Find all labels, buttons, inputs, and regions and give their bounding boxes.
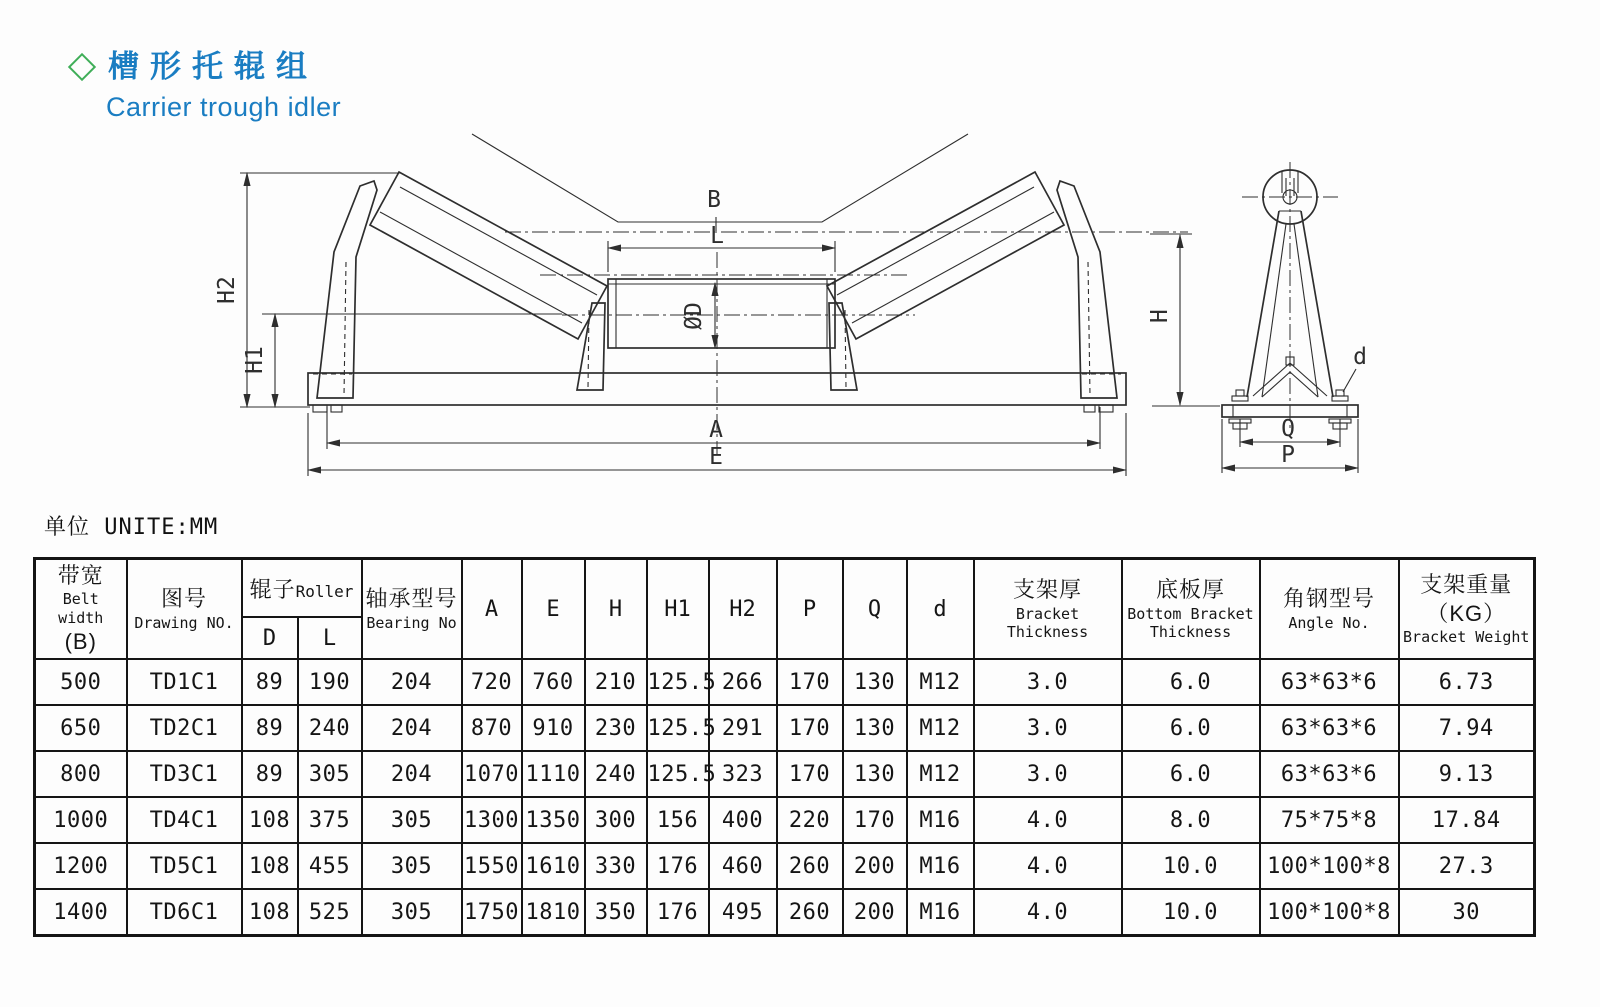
bottom-bracket-en2: Thickness xyxy=(1149,623,1232,642)
spec-cell: 190 xyxy=(298,659,362,705)
spec-cell: 63*63*6 xyxy=(1260,751,1399,797)
spec-cell: 170 xyxy=(777,659,843,705)
belt-width-sub: (B) xyxy=(64,628,97,654)
spec-cell: 10.0 xyxy=(1122,843,1260,889)
spec-cell: 300 xyxy=(585,797,647,843)
spec-cell: 1750 xyxy=(462,889,522,936)
angle-no-cn: 角钢型号 xyxy=(1282,586,1375,612)
spec-cell: 495 xyxy=(709,889,777,936)
spec-table-header xyxy=(35,559,1535,660)
v-brace-left xyxy=(1253,363,1290,396)
spec-cell: 720 xyxy=(462,659,522,705)
col-p: P xyxy=(777,559,843,660)
spec-cell: 204 xyxy=(362,659,462,705)
spec-cell: 323 xyxy=(709,751,777,797)
spec-cell: 760 xyxy=(522,659,585,705)
spec-cell: 4.0 xyxy=(974,843,1122,889)
spec-cell: 9.13 xyxy=(1399,751,1535,797)
spec-cell: M16 xyxy=(907,889,974,936)
spec-cell: 291 xyxy=(709,705,777,751)
spec-table xyxy=(33,557,1536,937)
spec-cell: 156 xyxy=(647,797,709,843)
spec-cell: 650 xyxy=(35,705,127,751)
dim-label-a: A xyxy=(709,417,723,443)
spec-cell: 6.73 xyxy=(1399,659,1535,705)
dim-label-b: B xyxy=(707,187,721,213)
left-roller-edge-line2 xyxy=(380,212,582,323)
spec-cell: 330 xyxy=(585,843,647,889)
spec-cell: M12 xyxy=(907,659,974,705)
col-bottom-bracket xyxy=(1122,559,1260,660)
spec-cell: 3.0 xyxy=(974,659,1122,705)
bottom-bracket-en1: Bottom Bracket xyxy=(1127,604,1254,623)
spec-cell: 10.0 xyxy=(1122,889,1260,936)
spec-cell: 89 xyxy=(242,705,298,751)
col-roller-d: D xyxy=(242,617,298,659)
spec-cell: 108 xyxy=(242,889,298,936)
dim-label-l: L xyxy=(710,223,724,249)
spec-cell: 100*100*8 xyxy=(1260,843,1399,889)
spec-cell: 1070 xyxy=(462,751,522,797)
dim-label-h: H xyxy=(1147,309,1173,323)
center-roller xyxy=(608,279,835,348)
spec-cell: 230 xyxy=(585,705,647,751)
stand-leg-inner-left xyxy=(1262,224,1286,397)
base-tab xyxy=(313,405,327,412)
drawing-no-en: Drawing NO. xyxy=(134,613,234,632)
spec-cell: 6.0 xyxy=(1122,751,1260,797)
right-roller-edge-line xyxy=(837,187,1034,295)
spec-cell: TD3C1 xyxy=(127,751,242,797)
spec-cell: 1550 xyxy=(462,843,522,889)
bolt-nut xyxy=(1232,396,1248,401)
front-view xyxy=(214,134,1188,476)
spec-cell: 870 xyxy=(462,705,522,751)
bottom-bracket-cn: 底板厚 xyxy=(1155,576,1225,602)
left-bracket xyxy=(317,181,377,398)
bolt-head xyxy=(1236,390,1244,396)
left-roller-edge-line xyxy=(400,187,597,295)
spec-cell: 17.84 xyxy=(1399,797,1535,843)
spec-cell: 4.0 xyxy=(974,797,1122,843)
bracket-thickness-en: Bracket Thickness xyxy=(1006,604,1089,642)
spec-cell: TD1C1 xyxy=(127,659,242,705)
left-bracket-hidden-line xyxy=(344,262,346,396)
spec-row xyxy=(35,843,1535,889)
spec-cell: 125.5 xyxy=(647,751,709,797)
spec-cell: 1200 xyxy=(35,843,127,889)
spec-cell: 170 xyxy=(777,751,843,797)
spec-cell: 89 xyxy=(242,659,298,705)
base-tab xyxy=(1084,405,1095,412)
spec-row xyxy=(35,751,1535,797)
title-block xyxy=(70,50,341,123)
belt-width-cn: 带宽 xyxy=(57,562,104,588)
roller-cn: 辊子 xyxy=(249,576,296,602)
right-roller-edge-line2 xyxy=(852,212,1054,323)
d-leader-line xyxy=(1343,369,1356,392)
spec-cell: TD2C1 xyxy=(127,705,242,751)
spec-cell: M16 xyxy=(907,797,974,843)
spec-cell: TD5C1 xyxy=(127,843,242,889)
spec-cell: 260 xyxy=(777,889,843,936)
spec-cell: 1810 xyxy=(522,889,585,936)
right-bracket-hidden-line xyxy=(1088,262,1090,396)
right-bracket xyxy=(1057,181,1117,398)
title-row xyxy=(70,50,341,84)
col-drawing-no xyxy=(127,559,242,660)
spec-cell: 170 xyxy=(777,705,843,751)
spec-cell: 4.0 xyxy=(974,889,1122,936)
col-belt-width xyxy=(35,559,127,660)
spec-cell: 1350 xyxy=(522,797,585,843)
spec-cell: 204 xyxy=(362,705,462,751)
spec-cell: 266 xyxy=(709,659,777,705)
spec-cell: 460 xyxy=(709,843,777,889)
bolt-head xyxy=(1336,390,1344,396)
spec-cell: 130 xyxy=(843,659,907,705)
page-title-cn: 槽形托辊组 xyxy=(108,49,318,84)
spec-cell: 75*75*8 xyxy=(1260,797,1399,843)
spec-cell: 130 xyxy=(843,751,907,797)
spec-cell: 800 xyxy=(35,751,127,797)
spec-cell: 63*63*6 xyxy=(1260,705,1399,751)
spec-cell: M12 xyxy=(907,751,974,797)
roller-en: Roller xyxy=(295,581,354,601)
spec-cell: 6.0 xyxy=(1122,705,1260,751)
spec-cell: 30 xyxy=(1399,889,1535,936)
spec-cell: 130 xyxy=(843,705,907,751)
spec-cell: 500 xyxy=(35,659,127,705)
base-tab xyxy=(1099,405,1113,412)
spec-cell: 100*100*8 xyxy=(1260,889,1399,936)
dim-label-h2: H2 xyxy=(214,276,240,304)
spec-cell: M16 xyxy=(907,843,974,889)
dim-label-h1: H1 xyxy=(242,346,268,374)
col-bracket-thickness xyxy=(974,559,1122,660)
dim-label-q: Q xyxy=(1281,416,1295,442)
bearing-en: Bearing No xyxy=(366,613,457,632)
stand-leg-outer-left xyxy=(1247,211,1279,397)
page-title-en: Carrier trough idler xyxy=(106,92,342,123)
spec-cell: 305 xyxy=(362,843,462,889)
spec-cell: 1110 xyxy=(522,751,585,797)
drawing-no-cn: 图号 xyxy=(160,586,207,612)
spec-cell: 200 xyxy=(843,843,907,889)
dim-label-e: E xyxy=(709,444,723,470)
bracket-weight-cn: 支架重量（KG） xyxy=(1420,572,1513,626)
spec-cell: 125.5 xyxy=(647,659,709,705)
spec-cell: 305 xyxy=(298,751,362,797)
spec-row xyxy=(35,797,1535,843)
col-roller xyxy=(242,559,362,618)
col-d: d xyxy=(907,559,974,660)
stand-leg-outer-right xyxy=(1301,211,1333,397)
spec-row xyxy=(35,705,1535,751)
diamond-icon xyxy=(68,53,96,81)
spec-cell: 910 xyxy=(522,705,585,751)
spec-cell: 1610 xyxy=(522,843,585,889)
col-bearing xyxy=(362,559,462,660)
spec-cell: 7.94 xyxy=(1399,705,1535,751)
spec-cell: 1000 xyxy=(35,797,127,843)
spec-cell: TD6C1 xyxy=(127,889,242,936)
col-h: H xyxy=(585,559,647,660)
spec-cell: 108 xyxy=(242,797,298,843)
col-roller-l: L xyxy=(298,617,362,659)
spec-table-body xyxy=(35,659,1535,936)
spec-cell: 305 xyxy=(362,797,462,843)
bracket-thickness-cn: 支架厚 xyxy=(1012,576,1082,602)
spec-cell: 1300 xyxy=(462,797,522,843)
spec-cell: 8.0 xyxy=(1122,797,1260,843)
dim-label-od: ØD xyxy=(681,302,707,330)
spec-cell: 63*63*6 xyxy=(1260,659,1399,705)
spec-cell: 3.0 xyxy=(974,705,1122,751)
spec-cell: 350 xyxy=(585,889,647,936)
spec-cell: 200 xyxy=(843,889,907,936)
col-angle-no xyxy=(1260,559,1399,660)
stand-leg-inner-right xyxy=(1294,224,1318,397)
spec-cell: 108 xyxy=(242,843,298,889)
spec-cell: 305 xyxy=(362,889,462,936)
dim-label-d: d xyxy=(1353,344,1367,370)
spec-cell: 240 xyxy=(298,705,362,751)
spec-cell: 125.5 xyxy=(647,705,709,751)
col-bracket-weight xyxy=(1399,559,1535,660)
col-q: Q xyxy=(843,559,907,660)
spec-cell: 455 xyxy=(298,843,362,889)
angle-no-en: Angle No. xyxy=(1288,613,1370,632)
spec-cell: 400 xyxy=(709,797,777,843)
spec-row xyxy=(35,659,1535,705)
unit-note: 单位 UNITE:MM xyxy=(44,515,219,540)
col-h2: H2 xyxy=(709,559,777,660)
col-a: A xyxy=(462,559,522,660)
col-e: E xyxy=(522,559,585,660)
belt-width-en: Belt width xyxy=(58,590,104,627)
spec-row xyxy=(35,889,1535,936)
spec-cell: 204 xyxy=(362,751,462,797)
spec-cell: 89 xyxy=(242,751,298,797)
spec-cell: 6.0 xyxy=(1122,659,1260,705)
spec-cell: 210 xyxy=(585,659,647,705)
spec-cell: M12 xyxy=(907,705,974,751)
spec-cell: 170 xyxy=(843,797,907,843)
spec-cell: 525 xyxy=(298,889,362,936)
spec-cell: 240 xyxy=(585,751,647,797)
spec-cell: 176 xyxy=(647,889,709,936)
spec-cell: 3.0 xyxy=(974,751,1122,797)
spec-cell: 1400 xyxy=(35,889,127,936)
bearing-cn: 轴承型号 xyxy=(365,586,458,612)
spec-cell: 220 xyxy=(777,797,843,843)
spec-cell: 375 xyxy=(298,797,362,843)
spec-cell: TD4C1 xyxy=(127,797,242,843)
dim-label-p: P xyxy=(1281,442,1295,468)
spec-cell: 176 xyxy=(647,843,709,889)
base-tab xyxy=(331,405,342,412)
bracket-weight-en: Bracket Weight xyxy=(1403,628,1530,647)
col-h1: H1 xyxy=(647,559,709,660)
side-view xyxy=(1147,162,1367,473)
spec-cell: 260 xyxy=(777,843,843,889)
bolt-nut xyxy=(1332,396,1348,401)
spec-cell: 27.3 xyxy=(1399,843,1535,889)
v-brace-right xyxy=(1290,363,1327,396)
